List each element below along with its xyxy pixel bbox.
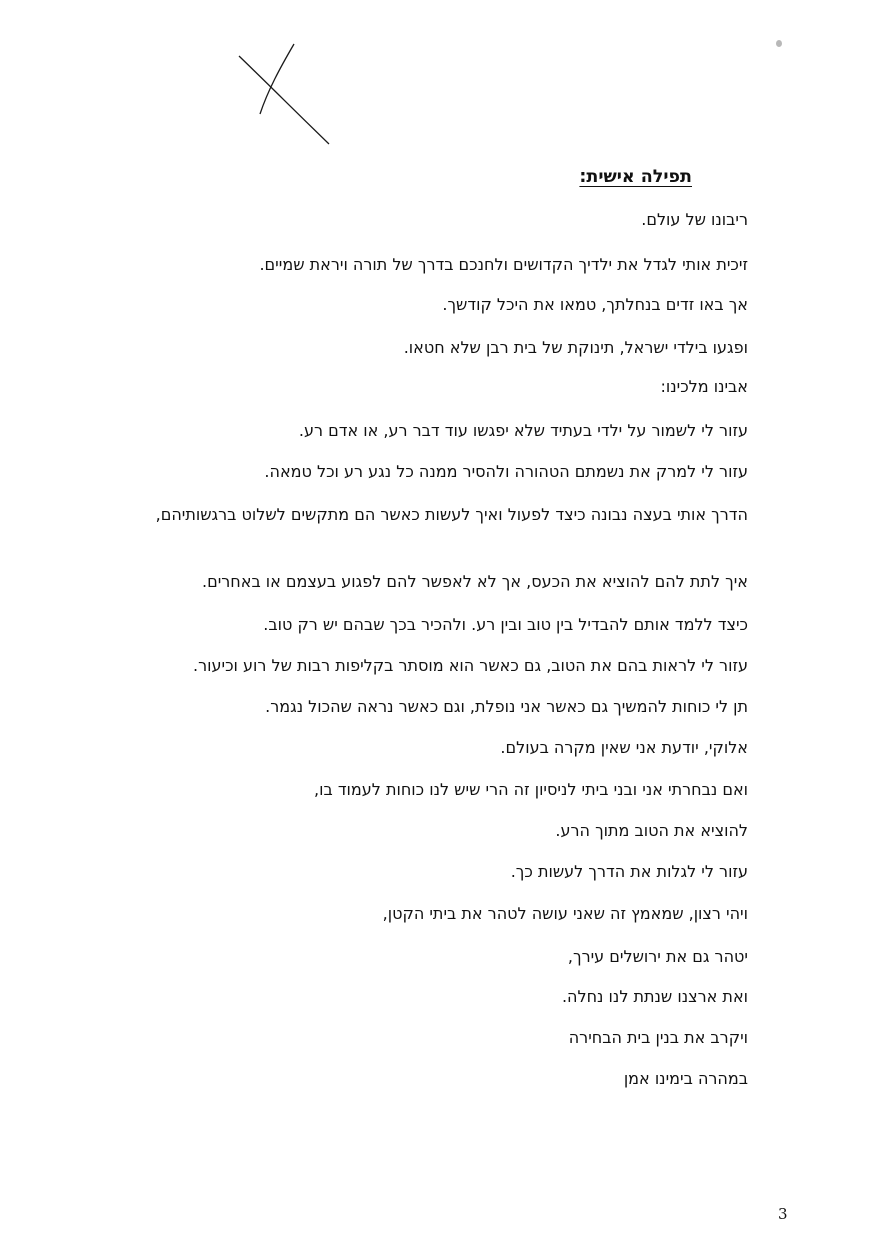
text-line: כיצד ללמד אותם להבדיל בין טוב ובין רע. ולהכיר בכך שבהם יש רק טוב. [263,615,748,634]
text-line: ויקרב את בנין בית הבחירה [568,1028,748,1047]
text-line: אבינו מלכינו: [660,377,748,396]
text-line: זיכית אותי לגדל את ילדיך הקדושים ולחנכם בדרך של תורה ויראת שמיים. [259,255,748,274]
page-number: 3 [778,1205,788,1223]
handwritten-x-mark [236,42,332,146]
text-line: להוציא את הטוב מתוך הרע. [555,821,748,840]
text-line: אלוקי, יודעת אני שאין מקרה בעולם. [500,738,748,757]
text-line: עזור לי לגלות את הדרך לעשות כך. [510,862,748,881]
text-line: עזור לי לראות בהם את הטוב, גם כאשר הוא מוסתר בקליפות רבות של רוע וכיעור. [193,656,748,675]
text-line: עזור לי לשמור על ילדי בעתיד שלא יפגשו עוד דבר רע, או אדם רע. [298,421,748,440]
speck-mark [776,40,782,47]
text-paragraph: הדרך אותי בעצה נבונה כיצד לפעול ואיך לעשות כאשר הם מתקשים לשלוט ברגשותיהם, [155,505,748,524]
text-line: ריבונו של עולם. [641,210,748,229]
text-line: תן לי כוחות להמשיך גם כאשר אני נופלת, וגם כאשר נראה שהכול נגמר. [265,697,748,716]
document-title: תפילה אישית: [579,167,692,187]
text-line: ואת ארצנו שנתת לנו נחלה. [561,987,748,1006]
text-line: עזור לי למרק את נשמתם הטהורה ולהסיר ממנה כל נגע רע וכל טמאה. [264,462,748,481]
text-line: אך באו זדים בנחלתך, טמאו את היכל קודשך. [442,295,748,314]
text-line: ופגעו בילדי ישראל, תינוקת של בית רבן שלא חטאו. [403,338,748,357]
text-line: במהרה בימינו אמן [623,1069,748,1088]
text-line: ויהי רצון, שמאמץ זה שאני עושה לטהר את ביתי הקטן, [382,904,748,923]
text-line: ואם נבחרתי אני ובני ביתי לניסיון זה הרי שיש לנו כוחות לעמוד בו, [314,780,748,799]
text-line: יטהר גם את ירושלים עירך, [567,947,748,966]
text-line: איך לתת להם להוציא את הכעס, אך לא לאפשר להם לפגוע בעצמם או באחרים. [201,572,748,591]
